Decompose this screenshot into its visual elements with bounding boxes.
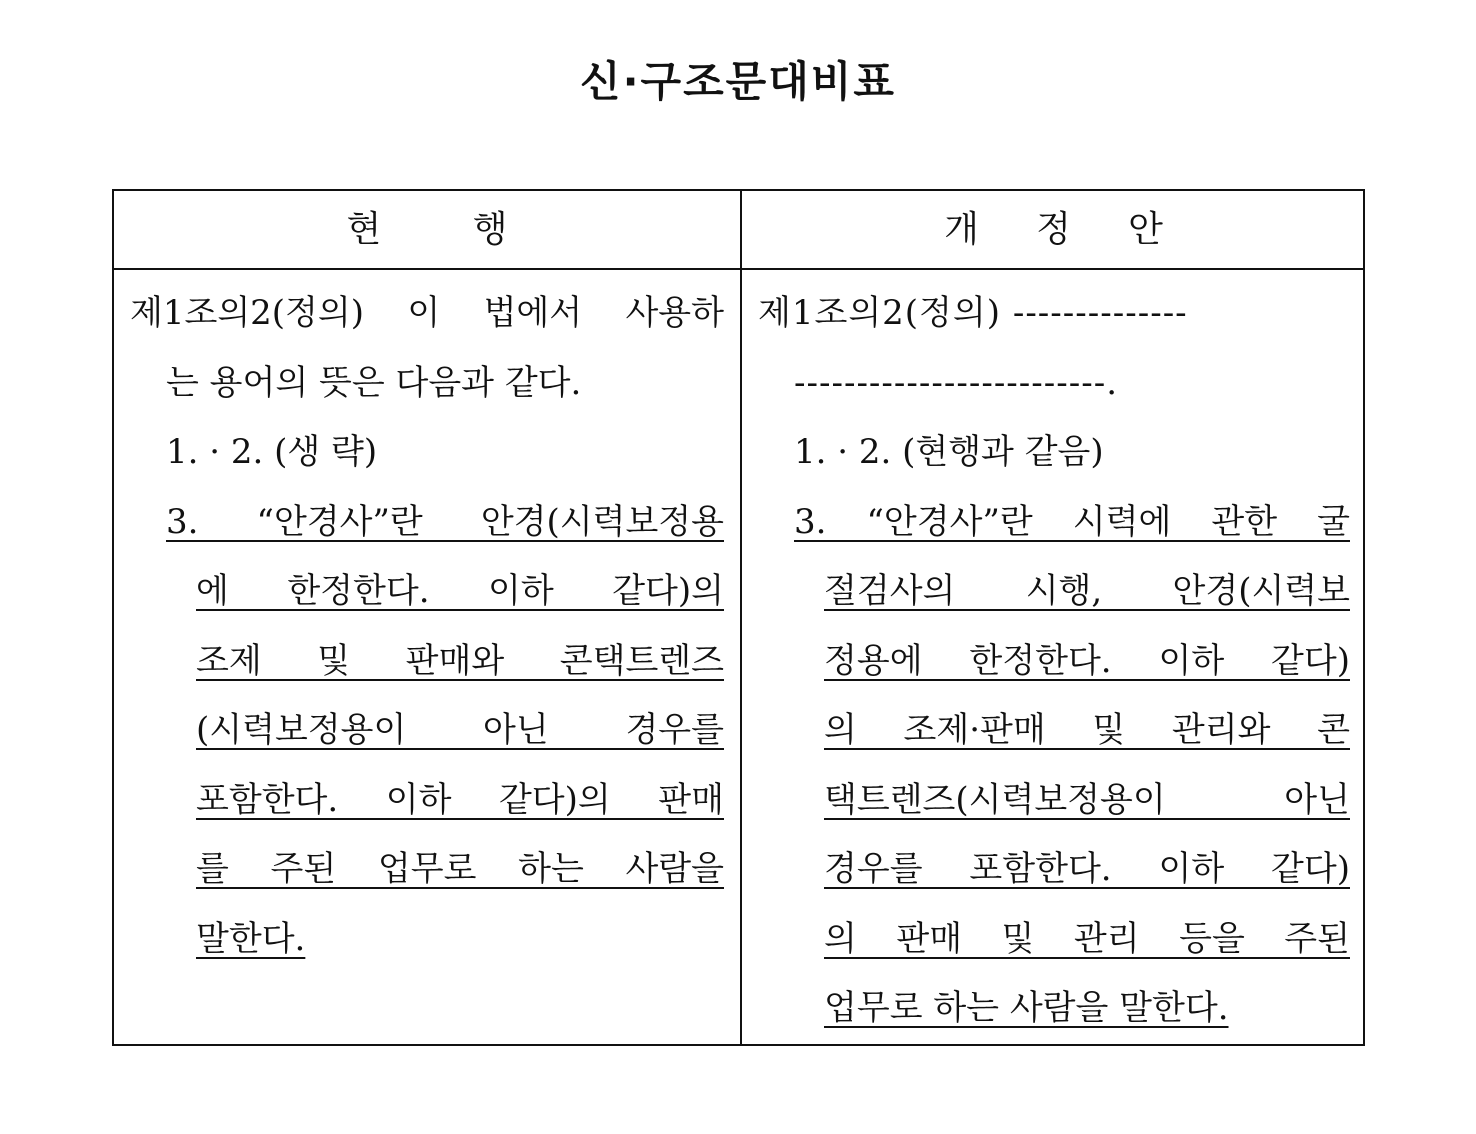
amended-line [758,974,1350,1044]
amended-line: 절검사의 시행, 안경(시력보 [824,571,1350,611]
amended-line: 택트렌즈(시력보정용이 아닌 [824,779,1350,820]
amended-omitted-dashes: -------------- [1012,293,1188,333]
current-line: 를 주된 업무로 하는 사람을 [196,849,724,889]
current-line: 조제 및 판매와 콘택트렌즈 [196,640,724,681]
current-line: 는 용어의 뜻은 다음과 같다. [166,362,582,403]
amended-line: 의 판매 및 관리 등을 주된 [824,918,1350,959]
current-line: 제1조의2(정의) 이 법에서 사용하 [130,293,724,333]
current-line: 1. · 2. (생 략) [166,432,378,472]
column-divider [740,191,742,1044]
current-line: (시력보정용이 아닌 경우를 [196,710,724,750]
header-current: 현 행 [346,209,508,250]
amended-article-heading: 제1조의2(정의) [758,293,1013,333]
comparison-table [112,189,1365,1046]
amended-text-cell [758,279,1350,1044]
amended-line-text: 업무로 하는 사람을 말한다. [824,988,1229,1028]
amended-line: 3. “안경사”란 시력에 관한 굴 [794,501,1350,542]
header-rule [114,268,1363,270]
document-title: 신·구조문대비표 [580,57,896,106]
header-amended: 개 정 안 [944,209,1163,250]
amended-omitted-dashes: -------------------------. [794,362,1119,403]
current-line: 3. “안경사”란 안경(시력보정용 [166,501,724,542]
amended-line: 1. · 2. (현행과 같음) [794,432,1104,472]
current-line-text: 말한다. [196,918,306,959]
current-line: 에 한정한다. 이하 같다)의 [196,571,724,611]
current-text-cell [130,279,724,974]
current-line [130,905,724,975]
amended-line: 경우를 포함한다. 이하 같다) [824,849,1350,889]
amended-line: 정용에 한정한다. 이하 같다) [824,640,1350,681]
amended-line [758,279,1350,349]
amended-line: 의 조제·판매 및 관리와 콘 [824,710,1350,750]
current-line: 포함한다. 이하 같다)의 판매 [196,779,724,820]
